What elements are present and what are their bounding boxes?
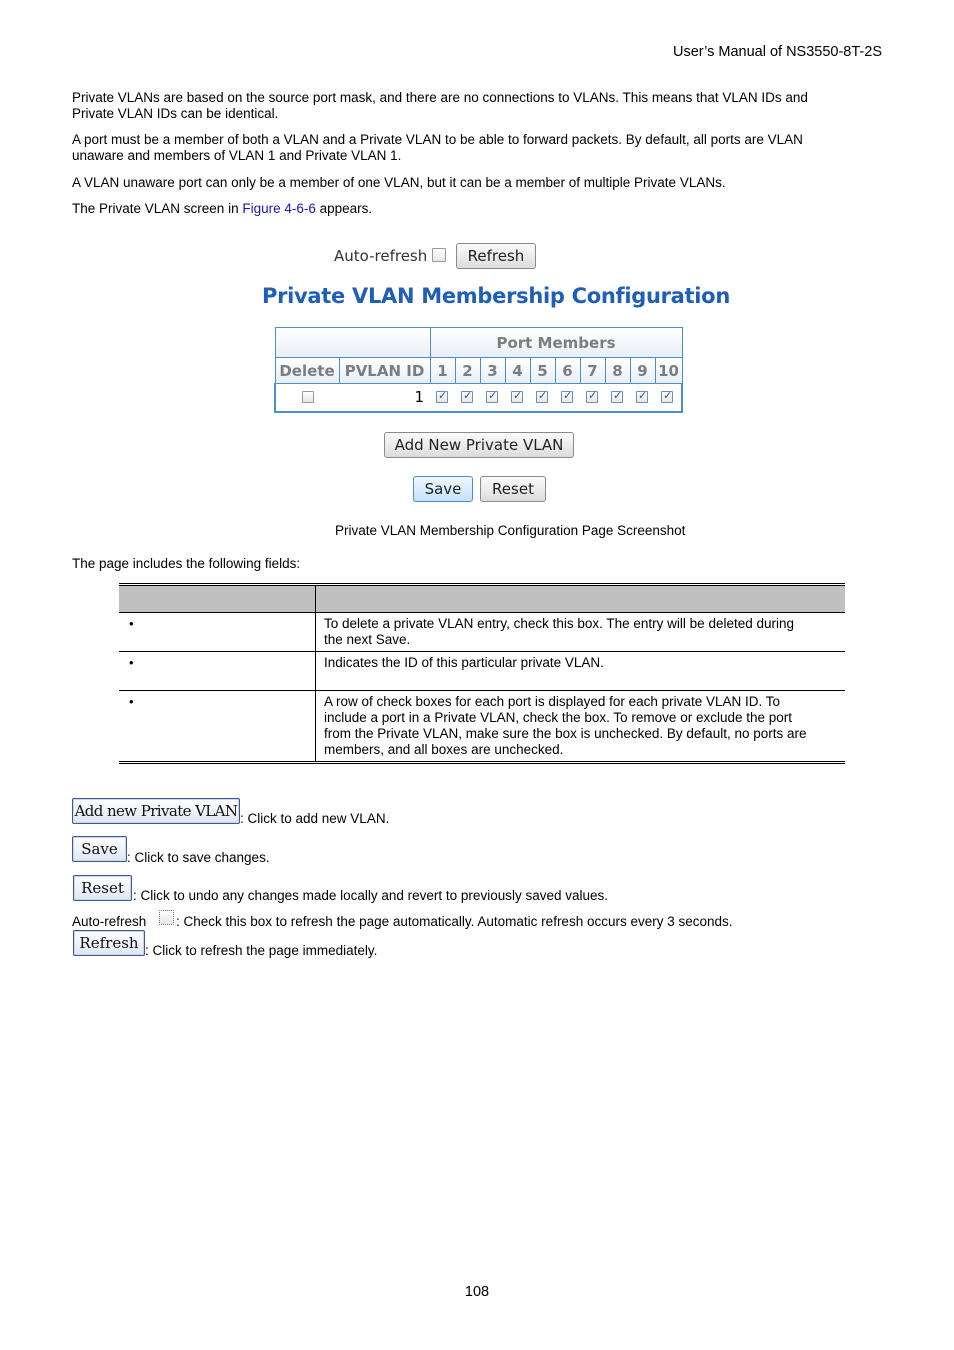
member-cell-6 — [555, 384, 580, 412]
autorefresh-sample-checkbox[interactable] — [159, 910, 174, 925]
table-row — [119, 613, 845, 652]
member-checkbox-1[interactable] — [436, 391, 448, 403]
intro-p2-line1: A port must be a member of both a VLAN and a Private VLAN to be able to forward packets. By default, all ports are VLAN — [72, 132, 803, 147]
config-title: Private VLAN Membership Configuration — [262, 284, 730, 308]
add-new-private-vlan-sample-button[interactable]: Add new Private VLAN — [72, 798, 240, 824]
object-cell-port-members — [119, 691, 316, 763]
port-header-2: 2 — [455, 358, 480, 384]
port-header-5: 5 — [530, 358, 555, 384]
refresh-button[interactable]: Refresh — [456, 243, 536, 269]
port-header-4: 4 — [505, 358, 530, 384]
description-line: To delete a private VLAN entry, check this box. The entry will be deleted during — [324, 616, 795, 631]
member-cell-8 — [605, 384, 630, 412]
reset-button[interactable]: Reset — [480, 476, 546, 502]
add-new-private-vlan-button[interactable]: Add New Private VLAN — [384, 432, 574, 458]
description-line: A row of check boxes for each port is displayed for each private VLAN ID. To — [324, 694, 780, 709]
member-cell-5 — [530, 384, 555, 412]
member-checkbox-2[interactable] — [461, 391, 473, 403]
auto-refresh-label: Auto-refresh — [334, 247, 428, 265]
page-header: User’s Manual of NS3550-8T-2S — [672, 44, 882, 60]
intro-p4-before: The Private VLAN screen in — [72, 201, 243, 216]
description-line: include a port in a Private VLAN, check the box. To remove or exclude the port — [324, 710, 793, 725]
intro-paragraph-4 — [72, 201, 872, 217]
table-row — [119, 691, 845, 763]
fields-table — [119, 583, 845, 764]
pvlan-table — [274, 327, 683, 413]
member-cell-9 — [630, 384, 655, 412]
description-line: members, and all boxes are unchecked. — [324, 742, 564, 757]
member-cell-7 — [580, 384, 605, 412]
object-header — [119, 585, 316, 613]
description-cell — [316, 652, 846, 691]
member-cell-4 — [505, 384, 530, 412]
figure-caption: Private VLAN Membership Configuration Page Screenshot — [335, 523, 686, 538]
refresh-sample-button[interactable]: Refresh — [73, 930, 145, 956]
description-cell — [316, 691, 846, 763]
port-header-10: 10 — [655, 358, 682, 384]
save-desc: : Click to save changes. — [127, 850, 270, 865]
member-checkbox-10[interactable] — [661, 391, 673, 403]
delete-checkbox[interactable] — [302, 391, 314, 403]
pvlan-table-header-row-2 — [275, 358, 682, 384]
member-checkbox-5[interactable] — [536, 391, 548, 403]
member-checkbox-9[interactable] — [636, 391, 648, 403]
member-checkbox-6[interactable] — [561, 391, 573, 403]
description-header — [316, 585, 846, 613]
intro-p1-line1: Private VLANs are based on the source port mask, and there are no connections to VLANs. This means that VLAN IDs and — [72, 90, 808, 105]
save-button[interactable]: Save — [413, 476, 473, 502]
delete-cell — [275, 384, 339, 412]
port-header-9: 9 — [630, 358, 655, 384]
delete-header: Delete — [275, 358, 339, 384]
bullet-icon: • — [129, 616, 134, 631]
intro-paragraph-3: A VLAN unaware port can only be a member of one VLAN, but it can be a member of multiple Private VLANs. — [72, 175, 726, 190]
member-checkbox-7[interactable] — [586, 391, 598, 403]
port-header-6: 6 — [555, 358, 580, 384]
table-row — [119, 652, 845, 691]
port-header-3: 3 — [480, 358, 505, 384]
member-cell-10 — [655, 384, 682, 412]
member-checkbox-8[interactable] — [611, 391, 623, 403]
intro-p1-line2: Private VLAN IDs can be identical. — [72, 106, 279, 121]
member-cell-2 — [455, 384, 480, 412]
description-line: Indicates the ID of this particular private VLAN. — [324, 655, 604, 670]
bullet-icon: • — [129, 694, 134, 709]
refresh-desc: : Click to refresh the page immediately. — [145, 943, 378, 958]
description-line: the next Save. — [324, 632, 411, 647]
pvlan-id-header: PVLAN ID — [339, 358, 430, 384]
bullet-icon: • — [129, 655, 134, 670]
port-header-8: 8 — [605, 358, 630, 384]
intro-p4-after: appears. — [315, 201, 373, 216]
port-header-1: 1 — [430, 358, 455, 384]
table-row — [275, 384, 682, 412]
save-sample-button[interactable]: Save — [72, 836, 127, 862]
member-cell-1 — [430, 384, 455, 412]
port-header-7: 7 — [580, 358, 605, 384]
fields-table-header — [119, 585, 845, 613]
description-cell — [316, 613, 846, 652]
member-checkbox-4[interactable] — [511, 391, 523, 403]
intro-paragraph-2 — [72, 132, 872, 164]
intro-p2-line2: unaware and members of VLAN 1 and Private VLAN 1. — [72, 148, 402, 163]
auto-refresh-checkbox[interactable] — [432, 248, 446, 262]
autorefresh-desc-label: Auto-refresh — [72, 914, 147, 929]
page-number: 108 — [464, 1284, 490, 1300]
fields-intro: The page includes the following fields: — [72, 556, 301, 571]
reset-desc: : Click to undo any changes made locally and revert to previously saved values. — [133, 888, 609, 903]
reset-sample-button[interactable]: Reset — [73, 875, 132, 901]
object-cell-pvlan-id — [119, 652, 316, 691]
figure-link[interactable]: Figure 4-6-6 — [242, 201, 316, 216]
intro-paragraph-1 — [72, 90, 872, 122]
port-members-header: Port Members — [430, 328, 682, 358]
add-desc: : Click to add new VLAN. — [240, 811, 390, 826]
pvlan-table-header-row-1 — [275, 328, 682, 358]
autorefresh-desc: : Check this box to refresh the page automatically. Automatic refresh occurs every 3 seconds. — [176, 914, 733, 929]
object-cell-delete — [119, 613, 316, 652]
description-line: from the Private VLAN, make sure the box is unchecked. By default, no ports are — [324, 726, 807, 741]
member-checkbox-3[interactable] — [486, 391, 498, 403]
header-empty-cell — [275, 328, 430, 358]
member-cell-3 — [480, 384, 505, 412]
pvlan-id-cell: 1 — [339, 384, 430, 412]
